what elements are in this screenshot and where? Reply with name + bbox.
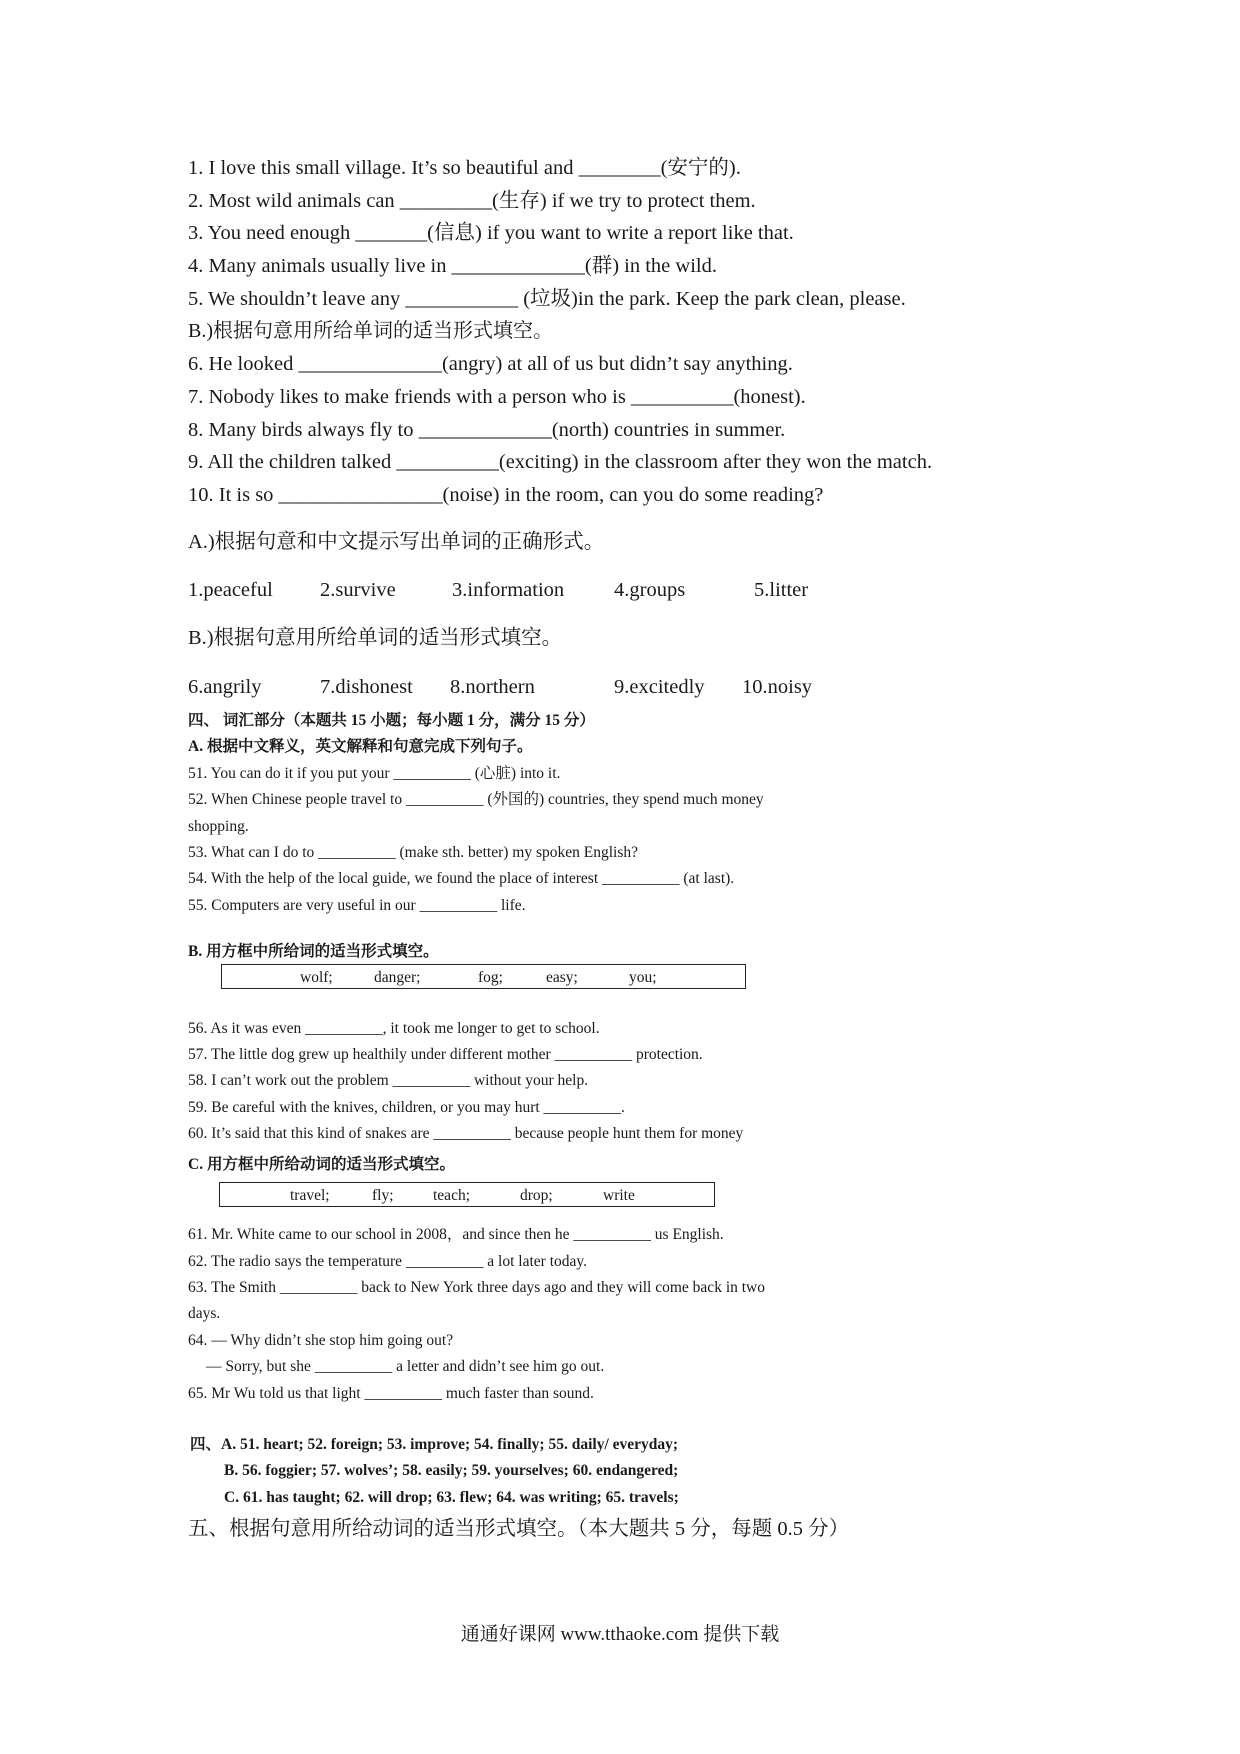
- sentence-10: 10. It is so ________________(noise) in the room, can you do some reading?: [188, 483, 824, 506]
- question-65: 65. Mr Wu told us that light __________ much faster than sound.: [188, 1384, 594, 1402]
- box-word: write: [603, 1187, 635, 1204]
- word-box-c: [219, 1182, 715, 1207]
- question-64-reply: — Sorry, but she __________ a letter and didn’t see him go out.: [206, 1358, 605, 1376]
- sentence-7: 7. Nobody likes to make friends with a person who is __________(honest).: [188, 385, 806, 408]
- section-a-heading: A. 根据中文释义，英文解释和句意完成下列句子。: [188, 738, 533, 756]
- box-word: you;: [629, 969, 657, 986]
- answer-key: [190, 1432, 910, 1511]
- answer-b-row: [188, 673, 1088, 701]
- answer-item: 9.excitedly: [614, 676, 705, 698]
- question-64: 64. — Why didn’t she stop him going out?: [188, 1331, 454, 1349]
- box-word: fog;: [478, 969, 503, 986]
- answer-item: 10.noisy: [742, 676, 813, 698]
- answer-key-line: 四、A. 51. heart; 52. foreign; 53. improve; 54. finally; 55. daily/ everyday;: [190, 1436, 679, 1453]
- section-b-heading: B. 用方框中所给词的适当形式填空。: [188, 943, 439, 961]
- sentence-9: 9. All the children talked __________(exciting) in the classroom after they won the match.: [188, 451, 933, 474]
- question-60: 60. It’s said that this kind of snakes are __________ because people hunt them for money: [188, 1125, 744, 1143]
- page-footer: 通通好课网 www.tthaoke.com 提供下载: [460, 1624, 780, 1645]
- question-61: 61. Mr. White came to our school in 2008，and since then he __________ us English.: [188, 1226, 724, 1244]
- answer-item: 6.angrily: [188, 676, 262, 698]
- answer-a-heading-block: [188, 528, 1088, 556]
- question-55: 55. Computers are very useful in our __________ life.: [188, 896, 526, 914]
- question-52-cont: shopping.: [188, 817, 249, 835]
- question-58: 58. I can’t work out the problem __________ without your help.: [188, 1072, 589, 1090]
- box-word: wolf;: [300, 969, 333, 986]
- answer-key-line: B. 56. foggier; 57. wolves’; 58. easily; 59. yourselves; 60. endangered;: [224, 1462, 679, 1480]
- section-b-heading: B.)根据句意用所给单词的适当形式填空。: [188, 320, 553, 343]
- box-word: travel;: [290, 1187, 330, 1204]
- box-word: drop;: [520, 1187, 553, 1204]
- exercise-part-1: [188, 152, 1068, 512]
- box-word: danger;: [374, 969, 421, 986]
- vocabulary-section: [188, 708, 928, 1407]
- sentence-3: 3. You need enough _______(信息) if you want to write a report like that.: [188, 222, 794, 245]
- answer-item: 1.peaceful: [188, 579, 273, 601]
- question-62: 62. The radio says the temperature __________ a lot later today.: [188, 1252, 588, 1270]
- question-54: 54. With the help of the local guide, we found the place of interest __________ (at last).: [188, 870, 735, 888]
- question-51: 51. You can do it if you put your __________ (心脏) into it.: [188, 764, 561, 782]
- box-word: teach;: [433, 1187, 471, 1204]
- section-c-heading: C. 用方框中所给动词的适当形式填空。: [188, 1155, 455, 1173]
- question-63: 63. The Smith __________ back to New York three days ago and they will come back in two: [188, 1278, 765, 1296]
- answer-item: 3.information: [452, 579, 565, 601]
- question-52: 52. When Chinese people travel to __________ (外国的) countries, they spend much money: [188, 791, 764, 809]
- section-title: 四、 词汇部分（本题共 15 小题；每小题 1 分，满分 15 分）: [188, 712, 595, 729]
- answer-item: 7.dishonest: [320, 676, 413, 698]
- section-5-title: 五、根据句意用所给动词的适当形式填空。（本大题共 5 分，每题 0.5 分）: [188, 1518, 850, 1540]
- question-63-cont: days.: [188, 1305, 221, 1323]
- answer-a-row: [188, 576, 1088, 604]
- answer-key-line: C. 61. has taught; 62. will drop; 63. flew; 64. was writing; 65. travels;: [224, 1488, 679, 1506]
- sentence-4: 4. Many animals usually live in _____________(群) in the wild.: [188, 255, 717, 278]
- sentence-1: 1. I love this small village. It’s so beautiful and ________(安宁的).: [188, 157, 741, 179]
- sentence-2: 2. Most wild animals can _________(生存) if we try to protect them.: [188, 189, 756, 212]
- question-59: 59. Be careful with the knives, children, or you may hurt __________.: [188, 1098, 625, 1116]
- question-57: 57. The little dog grew up healthily under different mother __________ protection.: [188, 1046, 703, 1064]
- box-word: fly;: [372, 1187, 394, 1204]
- sentence-5: 5. We shouldn’t leave any ___________ (垃圾)in the park. Keep the park clean, please.: [188, 287, 906, 310]
- answer-item: 2.survive: [320, 579, 396, 601]
- answer-b-heading-block: [188, 624, 1088, 652]
- answer-item: 4.groups: [614, 579, 686, 601]
- sentence-8: 8. Many birds always fly to _____________(north) countries in summer.: [188, 418, 786, 441]
- question-56: 56. As it was even __________, it took me longer to get to school.: [188, 1019, 600, 1037]
- answer-item: 5.litter: [754, 579, 809, 601]
- question-53: 53. What can I do to __________ (make sth. better) my spoken English?: [188, 844, 638, 862]
- sentence-6: 6. He looked ______________(angry) at all of us but didn’t say anything.: [188, 353, 793, 376]
- answer-item: 8.northern: [450, 676, 535, 698]
- answer-a-heading: A.)根据句意和中文提示写出单词的正确形式。: [188, 531, 605, 553]
- box-word: easy;: [546, 969, 578, 986]
- answer-b-heading: B.)根据句意用所给单词的适当形式填空。: [188, 627, 563, 649]
- word-box-b: [221, 964, 746, 989]
